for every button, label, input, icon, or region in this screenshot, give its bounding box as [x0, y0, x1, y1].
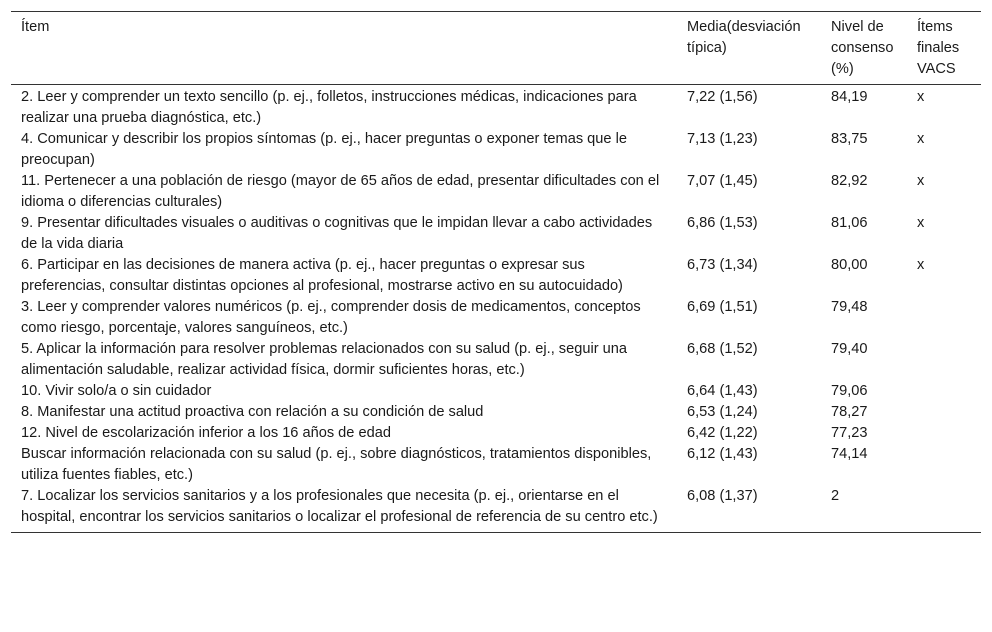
cell-consenso: 81,06: [831, 215, 868, 231]
cell-item: 12. Nivel de escolarización inferior a los 16 años de edad: [21, 425, 391, 441]
cell-item: 2. Leer y comprender un texto sencillo (p. ej., folletos, instrucciones médicas, indicaciones para realizar una prueba diagnóstica, etc.): [21, 89, 637, 126]
cell-final: x: [917, 215, 925, 231]
cell-final: [913, 297, 981, 339]
table-row: [11, 297, 981, 339]
cell-consenso: 79,48: [831, 299, 868, 315]
cell-final: [913, 402, 981, 423]
cell-media: 6,69 (1,51): [687, 299, 758, 315]
cell-final: [913, 486, 981, 533]
cell-consenso: 2: [831, 488, 840, 504]
cell-item: 6. Participar en las decisiones de manera activa (p. ej., hacer preguntas o expresar sus preferencias, consultar distintas opciones al profesional, mostrarse activo en su autocuidado): [21, 257, 623, 294]
table-row: [11, 444, 981, 486]
cell-item: 3. Leer y comprender valores numéricos (p. ej., comprender dosis de medicamentos, conceptos como riesgo, porcentaje, valores sanguíneos, etc.): [21, 299, 641, 336]
cell-media: 6,86 (1,53): [687, 215, 758, 231]
cell-item: 11. Pertenecer a una población de riesgo (mayor de 65 años de edad, presentar dificultades con el idioma o diferencias culturales): [21, 173, 660, 210]
cell-media: 7,22 (1,56): [687, 89, 758, 105]
cell-final: [913, 444, 981, 486]
cell-final: [913, 339, 981, 381]
cell-item: 8. Manifestar una actitud proactiva con relación a su condición de salud: [21, 404, 484, 420]
cell-media: 6,64 (1,43): [687, 383, 758, 399]
cell-final: x: [917, 131, 925, 147]
cell-consenso: 82,92: [831, 173, 868, 189]
cell-consenso: 79,40: [831, 341, 868, 357]
cell-item: 10. Vivir solo/a o sin cuidador: [21, 383, 212, 399]
header-consenso: Nivel de consenso (%): [831, 19, 894, 77]
table-header: [11, 12, 981, 85]
table-row: [11, 129, 981, 171]
table-row: [11, 402, 981, 423]
consensus-table: [11, 11, 981, 533]
table-row: [11, 85, 981, 130]
cell-media: 6,12 (1,43): [687, 446, 758, 462]
cell-item: Buscar información relacionada con su salud (p. ej., sobre diagnósticos, tratamientos disponibles, utiliza fuentes fiables, etc.): [21, 446, 652, 483]
cell-final: [913, 423, 981, 444]
cell-media: 6,42 (1,22): [687, 425, 758, 441]
cell-consenso: 77,23: [831, 425, 868, 441]
cell-media: 6,73 (1,34): [687, 257, 758, 273]
cell-media: 6,68 (1,52): [687, 341, 758, 357]
cell-consenso: 83,75: [831, 131, 868, 147]
table-row: [11, 486, 981, 533]
table-row: [11, 171, 981, 213]
cell-final: [913, 381, 981, 402]
cell-media: 7,07 (1,45): [687, 173, 758, 189]
table-row: [11, 339, 981, 381]
header-item: Ítem: [21, 19, 50, 35]
cell-consenso: 78,27: [831, 404, 868, 420]
cell-media: 7,13 (1,23): [687, 131, 758, 147]
table-row: [11, 255, 981, 297]
cell-final: x: [917, 257, 925, 273]
cell-final: x: [917, 89, 925, 105]
table-row: [11, 423, 981, 444]
cell-consenso: 79,06: [831, 383, 868, 399]
cell-item: 7. Localizar los servicios sanitarios y a los profesionales que necesita (p. ej., orientarse en el hospital, encontrar los servicios sanitarios o localizar el profesional de referencia de su centro etc.): [21, 488, 658, 525]
table-container: [11, 11, 981, 533]
table-row: [11, 213, 981, 255]
cell-media: 6,53 (1,24): [687, 404, 758, 420]
cell-consenso: 80,00: [831, 257, 868, 273]
header-media: Media(desviación típica): [687, 19, 801, 56]
cell-item: 4. Comunicar y describir los propios síntomas (p. ej., hacer preguntas o exponer temas que le preocupan): [21, 131, 627, 168]
cell-item: 9. Presentar dificultades visuales o auditivas o cognitivas que le impidan llevar a cabo actividades de la vida diaria: [21, 215, 653, 252]
header-row: [11, 12, 981, 85]
cell-item: 5. Aplicar la información para resolver problemas relacionados con su salud (p. ej., seguir una alimentación saludable, realizar actividad física, dormir suficientes horas, etc.): [21, 341, 627, 378]
table-body: [11, 85, 981, 533]
cell-consenso: 84,19: [831, 89, 868, 105]
header-finales: Ítems finales VACS: [917, 19, 960, 77]
cell-consenso: 74,14: [831, 446, 868, 462]
cell-media: 6,08 (1,37): [687, 488, 758, 504]
table-row: [11, 381, 981, 402]
cell-final: x: [917, 173, 925, 189]
